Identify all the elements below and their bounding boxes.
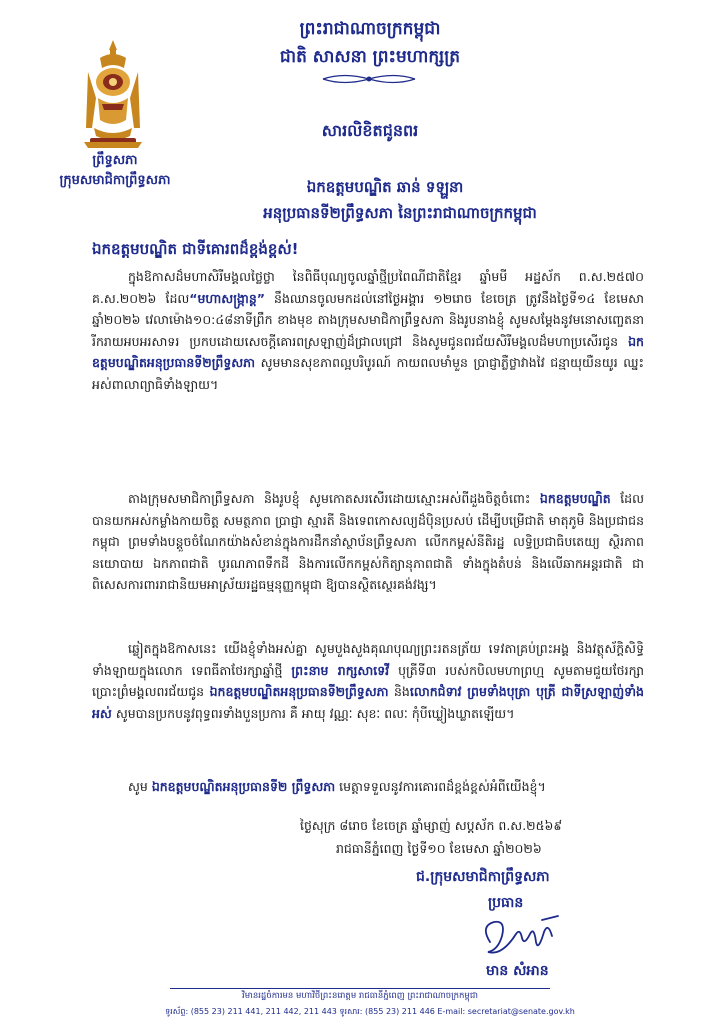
letter-type-title: សារលិខិតជូនពរ	[321, 121, 419, 140]
fax-number: (855 23) 211 446	[365, 1007, 435, 1016]
signatory-title: ប្រធាន	[488, 895, 524, 911]
footer-divider	[170, 988, 550, 989]
place-date: រាជធានីភ្នំពេញ ថ្ងៃទី១០ ខែមេសា ឆ្នាំ២០២៦	[336, 841, 542, 856]
paragraph-text: មេត្តាទទួលនូវការគោរពដ៏ខ្ពង់ខ្ពស់អំពីយើងខ្ញុំ។	[335, 779, 546, 794]
paragraph-text: សូម	[128, 779, 152, 794]
paragraph-text: បុត្រីទី៣ របស់កបិលមហាព្រហ្ម សូមតាមជួយថែរក្សា ប្រោះព្រំមង្គលពរជ័យជូន	[92, 662, 645, 700]
paragraph-text: និង	[388, 684, 410, 700]
paragraph-emphasis: ឯកឧត្តមបណ្ឌិតអនុប្រធានទី២ព្រឹទ្ធសភា	[92, 333, 644, 371]
paragraph-emphasis: ព្រះនាម រាក្សសាទេវី	[291, 662, 390, 678]
paragraph-text: នឹងឈានចូលមកដល់នៅថ្ងៃអង្គារ ១២រោច ខែចេត្រ ត្រូវនឹងថ្ងៃទី១៤ ខែមេសា ឆ្នាំ២០២៦ វេលាម៉ោង១០:៤៨នាទីព្រឹក ខាងមុខ តាងក្រុមសមាជិកាព្រឹទ្ធសភា និងរូបនាងខ្ញុំ សូមសម្តែងនូវមនោសញ្ចេតនា រីករាយអបអរសាទរ ប្រកបដោយសេចក្តីគោរពស្រឡាញ់ដ៏ជ្រាលជ្រៅ និងសូមជូនពរជ័យសិរីមង្គលដ៏មហាប្រសើរជូន	[92, 290, 644, 349]
paragraph-emphasis: “មហាសង្ក្រាន្ត”	[189, 290, 265, 306]
paragraph-text: សូមមានសុខភាពល្អបរិបូរណ៍ កាយពលមាំមួន ប្រាជ្ញាភ្លឺថ្លាវាងវៃ ជន្មាយុយឺនយូរ ឈ្នះអស់ពាលាព្យាធិទាំងឡាយ។	[92, 355, 644, 392]
phone-label: ទូរស័ព្ទ:	[165, 1007, 189, 1016]
body-paragraph	[92, 638, 644, 724]
paragraph-text: តាងក្រុមសមាជិកាព្រឹទ្ធសភា និងរូបខ្ញុំ សូមកោតសរសើរដោយស្មោះអស់ពីដួងចិត្តចំពោះ	[128, 491, 540, 506]
paragraph-emphasis: ឯកឧត្តមបណ្ឌិត	[539, 491, 611, 506]
senate-name: ព្រឹទ្ធសភា	[92, 153, 138, 168]
on-behalf-of: ជ.ក្រុមសមាជិកាព្រឹទ្ធសភា	[416, 869, 550, 885]
phone-number: (855 23) 211 441, 211 442, 211 443	[190, 1007, 337, 1016]
recipient-position: អនុប្រធានទី២ព្រឹទ្ធសភា នៃព្រះរាជាណាចក្រកម្ពុជា	[263, 204, 537, 222]
body-paragraph	[92, 776, 644, 798]
body-paragraph	[92, 488, 644, 596]
kingdom-name: ព្រះរាជាណាចក្រកម្ពុជា	[299, 19, 441, 39]
paragraph-text: ដែលបានយកអស់កម្លាំងកាយចិត្ត សមត្ថភាព ប្រាជ្ញា ស្មារតី និងទេពកោសល្យដ៏ប៉ិនប្រសប់ ដើម្បីបម្រើជាតិ មាតុភូមិ និងប្រជាជនកម្ពុជា ព្រមទាំងបន្តួចចំណែកយ៉ាងសំខាន់ក្នុងការដឹកនាំស្ថាប័នព្រឹទ្ធសភា លើកកម្ពស់នីតិរដ្ឋ លទ្ធិប្រជាធិបតេយ្យ ស្ថិរភាពនយោបាយ ឯកភាពជាតិ បូរណភាពទឹកដី និងការលើកកម្ពស់កិត្យានុភាពជាតិ ទាំងក្នុងតំបន់ និងលើឆាកអន្តរជាតិ ជាពិសេសការពាររាជានិយមអាស្រ័យរដ្ឋធម្មនុញ្ញកម្ពុជា ឱ្យបានស្ថិតស្ថេរគង់វង្ស។	[92, 491, 644, 593]
recipient-name: ឯកឧត្តមបណ្ឌិត ឆាន់ ទឡ្ហនា	[306, 178, 464, 196]
signatory-name: មាន សំអាន	[486, 963, 549, 979]
paragraph-text: សូមបានប្រកបនូវពុទ្ធពរទាំងបួនប្រការ គឺ អាយុ វណ្ណៈ សុខៈ ពលៈ កុំបីឃ្លៀងឃ្លាតឡើយ។	[111, 705, 515, 721]
paragraph-emphasis: ឯកឧត្តមបណ្ឌិតអនុប្រធានទី២ ព្រឹទ្ធសភា	[151, 779, 336, 794]
paragraph-text: ឆ្លៀតក្នុងឱកាសនេះ យើងខ្ញុំទាំងអស់គ្នា សូមបួងសួងគុណបុណ្យព្រះរតនត្រ័យ ទេវតាគ្រប់ព្រះអង្គ និងវត្ថុស័ក្តិសិទ្ធិទាំងឡាយក្នុងលោក ទេពធីតាថែរក្សាឆ្នាំថ្មី	[92, 641, 644, 678]
paragraph-text: ក្នុងឱកាសដ៏មហាសិរីមង្គលថ្លៃថ្លា នៃពិធីបុណ្យចូលឆ្នាំថ្មីប្រពៃណីជាតិខ្មែរ ឆ្នាំមមី អដ្ឋស័ក ព.ស.២៥៧០ គ.ស.២០២៦ ដែល	[92, 269, 644, 306]
senate-secretariat-name: ក្រុមសមាជិកាព្រឹទ្ធសភា	[59, 173, 171, 188]
lunar-date: ថ្ងៃសុក្រ ៨រោច ខែចេត្រ ឆ្នាំម្សាញ់ សប្តស័ក ព.ស.២៥៦៩	[300, 818, 563, 833]
national-motto: ជាតិ សាសនា ព្រះមហាក្សត្រ	[279, 47, 461, 67]
royal-emblem-icon	[82, 38, 144, 150]
footer-address: វិមានរដ្ឋចំការមន មហាវិថីព្រះនរោត្តម រាជធានីភ្នំពេញ ព្រះរាជាណាចក្រកម្ពុជា	[242, 991, 478, 1001]
email-address: E-mail: secretariat@senate.gov.kh	[437, 1007, 575, 1016]
body-paragraph	[92, 266, 644, 396]
signature-icon	[472, 912, 568, 962]
header-ornament-icon	[319, 72, 419, 86]
fax-label: ទូរសារ:	[339, 1007, 363, 1016]
paragraph-emphasis: ឯកឧត្តមបណ្ឌិតអនុប្រធានទី២ព្រឹទ្ធសភា	[209, 684, 389, 700]
salutation: ឯកឧត្តមបណ្ឌិត ជាទីគោរពដ៏ខ្ពង់ខ្ពស់!	[92, 240, 299, 258]
footer-contact	[120, 1006, 620, 1018]
paragraph-emphasis: លោកជំទាវ ព្រមទាំងបុត្រា បុត្រី ជាទីស្រឡាញ់ទាំងអស់	[92, 684, 644, 721]
